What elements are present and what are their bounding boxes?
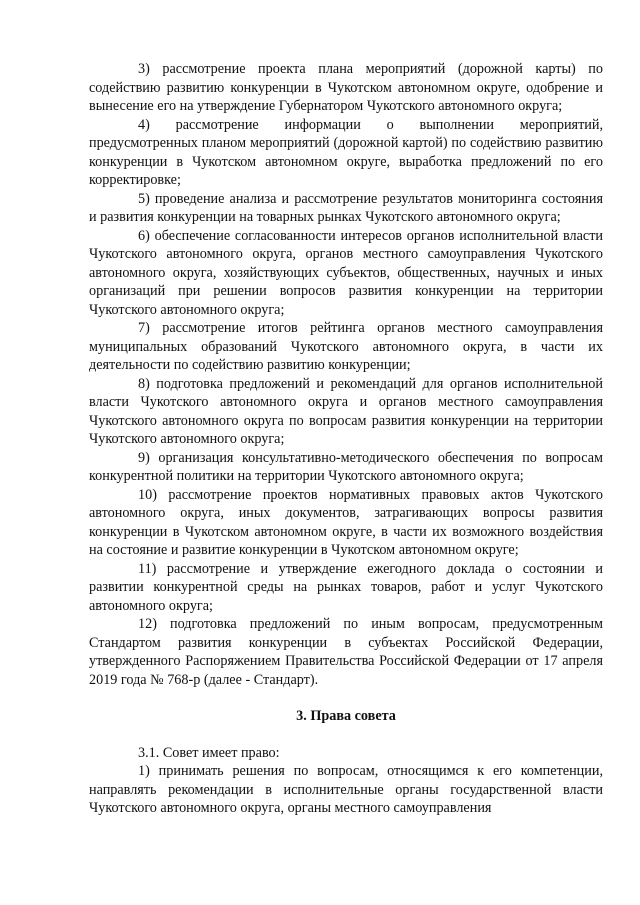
list-item: 11) рассмотрение и утверждение ежегодного доклада о состоянии и развитии конкурентной среды на рынках товаров, работ и услуг Чукотского автономного округа; bbox=[89, 560, 603, 614]
list-item: 8) подготовка предложений и рекомендаций для органов исполнительной власти Чукотского автономного округа и органов местного самоуправления Чукотского автономного округа по вопросам развития конкуренции на территории Чукотского автономного округа; bbox=[89, 375, 603, 447]
section-heading: 3. Права совета bbox=[296, 708, 396, 724]
list-item: 7) рассмотрение итогов рейтинга органов местного самоуправления муниципальных образований Чукотского автономного округа, в части их деятельности по содействию развитию конкуренции; bbox=[89, 320, 603, 373]
paragraph: 1) принимать решения по вопросам, относящимся к его компетенции, направлять рекомендации в исполнительные органы государственной власти Чукотского автономного округа, органы местного самоуправления bbox=[89, 763, 603, 816]
list-item: 10) рассмотрение проектов нормативных правовых актов Чукотского автономного округа, иных документов, затрагивающих вопросы развития конкуренции в Чукотском автономном округе, в части их возможного воздействия на состояние и развитие конкуренции в Чукотском автономном округе; bbox=[89, 486, 603, 558]
list-item: 4) рассмотрение информации о выполнении мероприятий, предусмотренных планом мероприятий (дорожной картой) по содействию развитию конкуренции в Чукотском автономном округе, выработка предложений по его корректировке; bbox=[89, 116, 603, 188]
document-page bbox=[89, 60, 603, 818]
list-item: 5) проведение анализа и рассмотрение результатов мониторинга состояния и развития конкуренции на товарных рынках Чукотского автономного округа; bbox=[89, 190, 603, 225]
list-item: 3) рассмотрение проекта плана мероприятий (дорожной карты) по содействию развитию конкуренции в Чукотском автономном округе, одобрение и вынесение его на утверждение Губернатором Чукотского автономного округа; bbox=[89, 61, 603, 114]
list-item: 12) подготовка предложений по иным вопросам, предусмотренным Стандартом развития конкуренции в субъектах Российской Федерации, утвержденного Распоряжением Правительства Российской Федерации от 17 апреля 2019 года № 768-р (далее - Стандарт). bbox=[89, 616, 603, 688]
list-item: 9) организация консультативно-методического обеспечения по вопросам конкурентной политики на территории Чукотского автономного округа; bbox=[89, 449, 603, 484]
list-item: 6) обеспечение согласованности интересов органов исполнительной власти Чукотского автономного округа, органов местного самоуправления Чукотского автономного округа, хозяйствующих субъектов, общественных, научных и иных организаций при решении вопросов развития конкуренции на территории Чукотского автономного округа; bbox=[89, 227, 603, 318]
paragraph: 3.1. Совет имеет право: bbox=[138, 744, 280, 761]
